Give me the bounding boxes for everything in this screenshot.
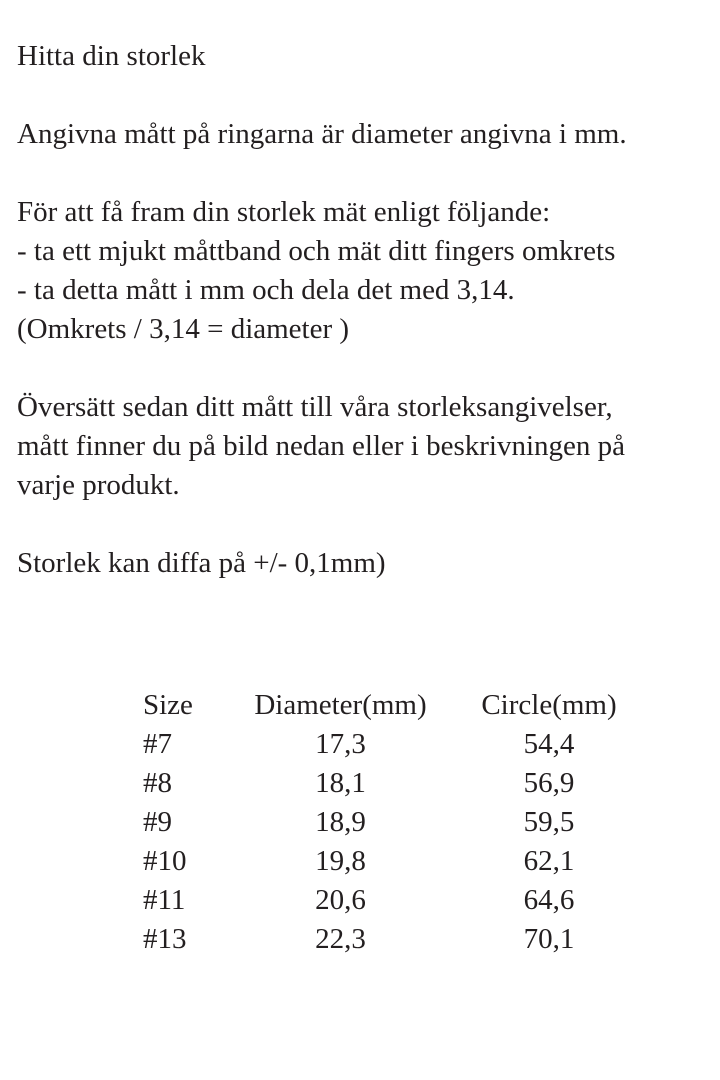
cell-size: #13: [143, 923, 187, 955]
cell-diameter: 18,9: [315, 806, 366, 838]
instruction-line: - ta ett mjukt måttband och mät ditt fingers omkrets: [17, 235, 616, 267]
translate-line: mått finner du på bild nedan eller i beskrivningen på: [17, 430, 626, 462]
cell-size: #7: [143, 728, 172, 760]
cell-circle: 54,4: [523, 728, 575, 760]
instruction-line: (Omkrets / 3,14 = diameter ): [17, 313, 350, 345]
cell-size: #8: [143, 767, 172, 799]
table-row: [143, 920, 702, 959]
measuring-instructions: [17, 193, 702, 349]
table-row: [143, 842, 702, 881]
cell-circle: 70,1: [523, 923, 575, 955]
cell-size: #11: [143, 884, 186, 916]
translate-line: Översätt sedan ditt mått till våra storleksangivelser,: [17, 391, 613, 423]
header-diameter: Diameter(mm): [254, 689, 427, 721]
cell-diameter: 17,3: [315, 728, 366, 760]
table-row: [143, 725, 702, 764]
cell-circle: 59,5: [523, 806, 575, 838]
translate-paragraph: [17, 388, 702, 505]
cell-diameter: 18,1: [315, 767, 366, 799]
tolerance-note: Storlek kan diffa på +/- 0,1mm): [17, 547, 386, 579]
header-size: Size: [143, 689, 193, 721]
ring-size-table: [143, 686, 702, 959]
translate-line: varje produkt.: [17, 469, 180, 501]
cell-diameter: 20,6: [315, 884, 366, 916]
header-circle: Circle(mm): [481, 689, 617, 721]
cell-diameter: 22,3: [315, 923, 366, 955]
intro-text: Angivna mått på ringarna är diameter angivna i mm.: [17, 118, 627, 150]
cell-size: #9: [143, 806, 172, 838]
cell-circle: 64,6: [523, 884, 575, 916]
table-row: [143, 764, 702, 803]
page-title: Hitta din storlek: [17, 40, 206, 72]
cell-circle: 62,1: [523, 845, 575, 877]
cell-diameter: 19,8: [315, 845, 366, 877]
cell-circle: 56,9: [523, 767, 575, 799]
table-header-row: [143, 686, 702, 725]
cell-size: #10: [143, 845, 187, 877]
instruction-line: - ta detta mått i mm och dela det med 3,14.: [17, 274, 515, 306]
instruction-line: För att få fram din storlek mät enligt följande:: [17, 196, 551, 228]
table-row: [143, 881, 702, 920]
table-row: [143, 803, 702, 842]
